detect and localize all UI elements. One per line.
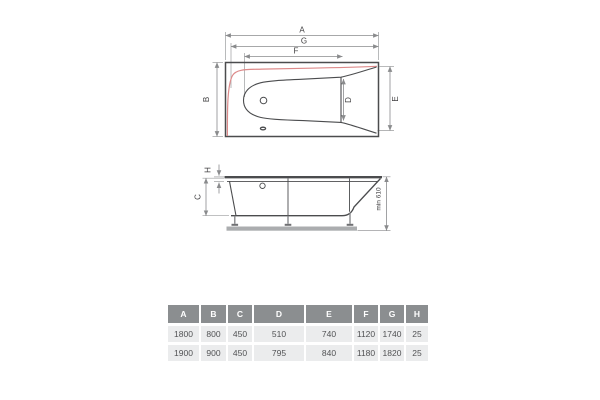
table-header-cell: A [168, 305, 199, 323]
overflow-hole [260, 183, 265, 188]
table-cell: 1820 [380, 345, 404, 361]
table-header-cell: D [254, 305, 304, 323]
dimensions-table [168, 305, 428, 361]
table-header-cell: H [406, 305, 428, 323]
dim-label-d: D [344, 97, 353, 103]
table-cell: 450 [228, 326, 252, 342]
top-view [202, 26, 400, 137]
overflow-mark [260, 127, 265, 130]
table-cell: 800 [201, 326, 226, 342]
table-header-cell: C [228, 305, 252, 323]
table-cell: 510 [254, 326, 304, 342]
table-cell: 1180 [354, 345, 378, 361]
table-cell: 740 [306, 326, 352, 342]
dim-label-a: A [299, 25, 305, 35]
dim-label-h: H [203, 167, 213, 173]
table-cell: 795 [254, 345, 304, 361]
table-cell: 840 [306, 345, 352, 361]
side-view [194, 165, 391, 231]
table-cell: 25 [406, 326, 428, 342]
support-legs [235, 213, 350, 224]
leg-feet [232, 224, 354, 226]
tub-basin-outline [244, 67, 377, 133]
dim-label-c: C [193, 194, 203, 200]
table-header-cell: F [354, 305, 378, 323]
floor-base-plate [227, 227, 358, 231]
drain-hole [260, 97, 267, 104]
table-cell: 25 [406, 345, 428, 361]
table-header-cell: E [306, 305, 352, 323]
table-cell: 1800 [168, 326, 199, 342]
table-cell: 1740 [380, 326, 404, 342]
tub-bottom-and-right-slope [231, 179, 381, 216]
dim-label-min-610: min 610 [375, 187, 383, 211]
table-cell: 900 [201, 345, 226, 361]
tub-left-slope [230, 181, 237, 215]
table-cell: 1120 [354, 326, 378, 342]
dim-label-b: B [202, 96, 211, 103]
table-cell: 1900 [168, 345, 199, 361]
rim-inner-edge-highlight [227, 66, 377, 136]
table-cell: 450 [228, 345, 252, 361]
dim-label-f: F [293, 46, 299, 56]
table-header-cell: G [380, 305, 404, 323]
dim-label-g: G [300, 36, 308, 46]
table-header-cell: B [201, 305, 226, 323]
dim-label-e: E [391, 96, 400, 102]
